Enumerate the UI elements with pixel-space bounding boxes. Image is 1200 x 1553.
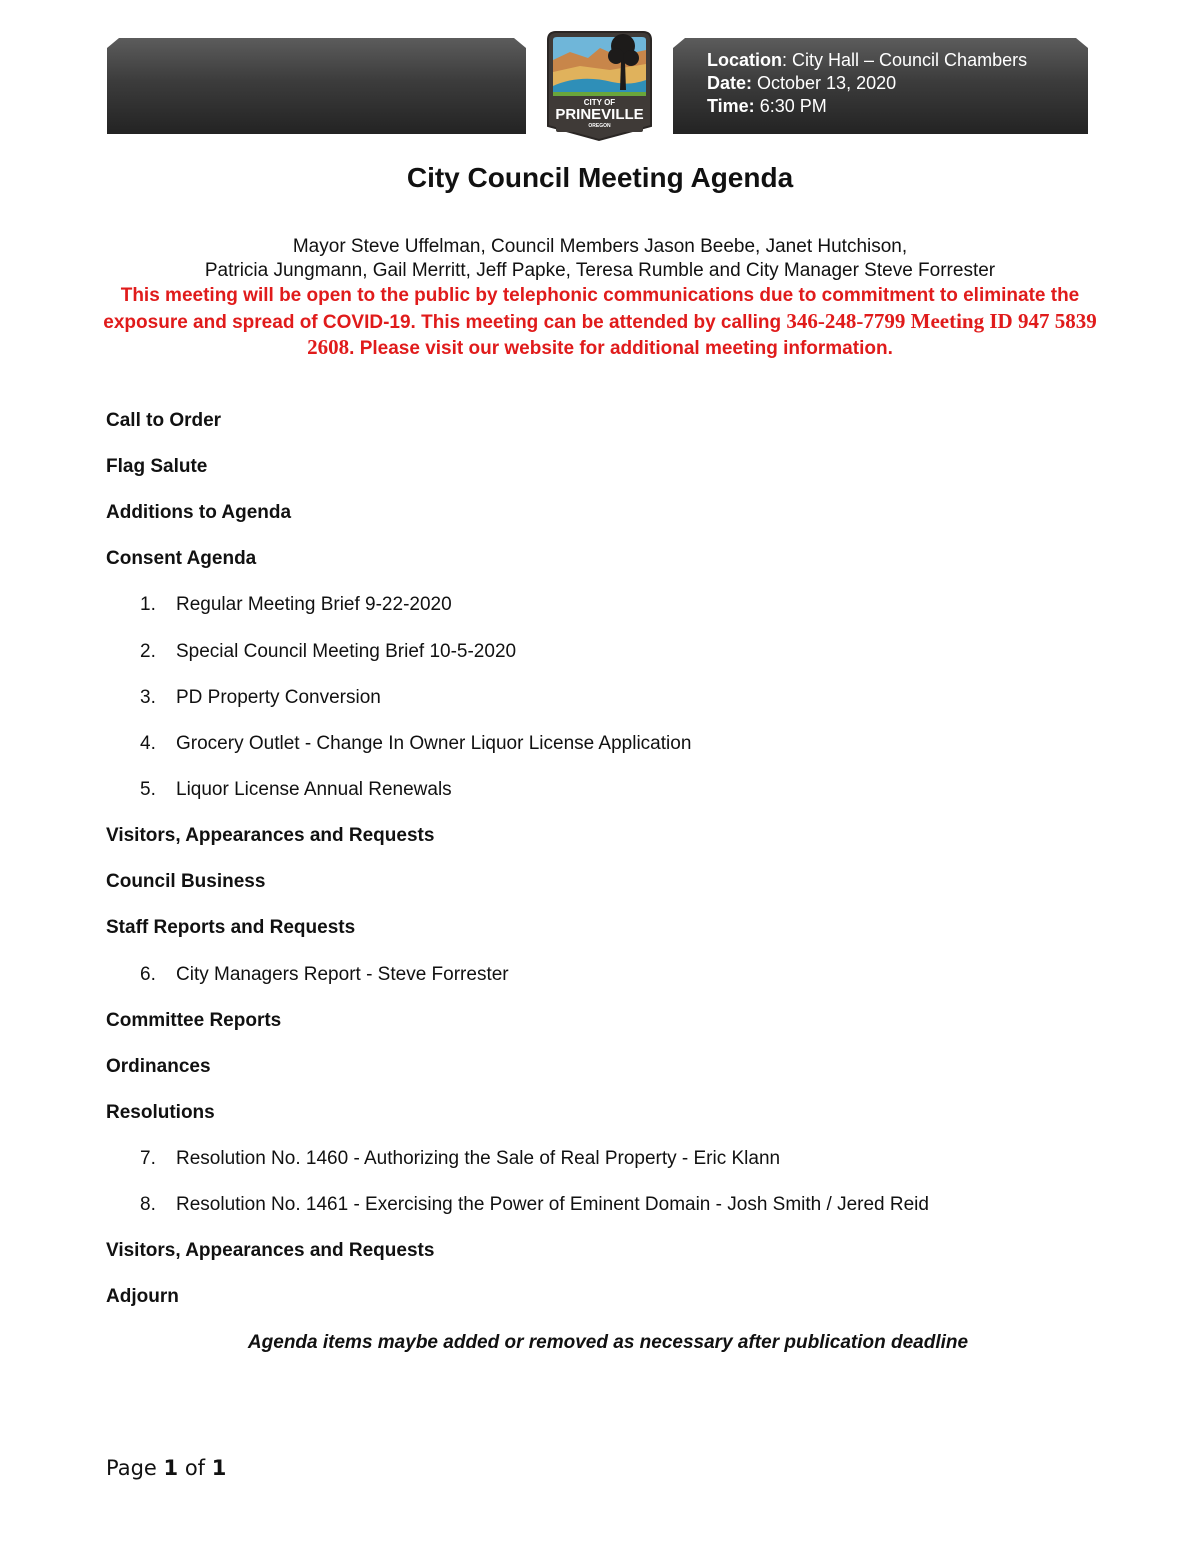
page-title: City Council Meeting Agenda	[406, 162, 794, 193]
members-line1: Mayor Steve Uffelman, Council Members Jason Beebe, Janet Hutchison,	[292, 236, 908, 257]
section-council-business: Council Business	[106, 871, 266, 892]
item-label: Grocery Outlet - Change In Owner Liquor License Application	[176, 733, 692, 754]
section-staff-reports: Staff Reports and Requests	[106, 917, 356, 938]
location-label: Location	[707, 50, 782, 70]
logo-line3: OREGON	[588, 123, 611, 129]
item-label: Liquor License Annual Renewals	[176, 779, 452, 800]
section-consent-agenda: Consent Agenda	[106, 548, 257, 569]
agenda-item-8	[140, 1194, 929, 1216]
date-line	[707, 72, 1027, 95]
section-committee-reports: Committee Reports	[106, 1010, 282, 1031]
section-ordinances: Ordinances	[106, 1056, 211, 1077]
section-additions: Additions to Agenda	[106, 502, 292, 523]
page-of: of	[178, 1456, 212, 1480]
section-resolutions: Resolutions	[106, 1102, 215, 1123]
time-value: 6:30 PM	[754, 96, 827, 116]
time-line	[707, 95, 1027, 118]
agenda-item-1	[140, 594, 452, 616]
agenda-item-4	[140, 733, 691, 755]
page-number	[106, 1456, 226, 1480]
section-call-to-order: Call to Order	[106, 410, 222, 431]
page-total: 1	[211, 1456, 227, 1480]
meeting-info	[707, 49, 1027, 118]
date-value: October 13, 2020	[752, 73, 897, 93]
section-visitors-2: Visitors, Appearances and Requests	[106, 1240, 435, 1261]
item-number: 4.	[140, 733, 156, 754]
council-members	[0, 235, 1200, 283]
item-label: Regular Meeting Brief 9-22-2020	[176, 594, 452, 615]
item-number: 8.	[140, 1194, 156, 1215]
section-adjourn: Adjourn	[106, 1286, 179, 1307]
agenda-item-6	[140, 964, 509, 986]
item-label: Special Council Meeting Brief 10-5-2020	[176, 641, 517, 662]
item-number: 1.	[140, 594, 156, 615]
header-banner-left	[107, 38, 526, 134]
item-label: City Managers Report - Steve Forrester	[176, 964, 509, 985]
time-label: Time:	[707, 96, 755, 116]
section-flag-salute: Flag Salute	[106, 456, 208, 477]
notice-part2: . Please visit our website for additional meeting information.	[349, 338, 893, 359]
page-current: 1	[163, 1456, 179, 1480]
page-prefix: Page	[106, 1456, 164, 1480]
location-line	[707, 49, 1027, 72]
agenda-footnote: Agenda items maybe added or removed as necessary after publication deadline	[247, 1332, 969, 1353]
agenda-item-2	[140, 641, 516, 663]
item-number: 3.	[140, 687, 156, 708]
section-visitors-1: Visitors, Appearances and Requests	[106, 825, 435, 846]
date-label: Date:	[707, 73, 753, 93]
agenda-item-5	[140, 779, 452, 801]
location-value: : City Hall – Council Chambers	[782, 50, 1028, 70]
item-number: 5.	[140, 779, 156, 800]
item-number: 7.	[140, 1148, 156, 1169]
agenda-item-7	[140, 1148, 780, 1170]
item-label: Resolution No. 1460 - Authorizing the Sale of Real Property - Eric Klann	[176, 1148, 781, 1169]
item-label: Resolution No. 1461 - Exercising the Power of Eminent Domain - Josh Smith / Jered Reid	[176, 1194, 929, 1215]
notice-part1: This meeting will be open to the public by telephonic communications due to commitment to eliminate the exposure and spread of COVID-19. This meeting can be attended by calling	[103, 285, 1080, 333]
logo-line1: CITY OF	[583, 98, 616, 107]
logo-line2: PRINEVILLE	[555, 106, 644, 123]
item-number: 6.	[140, 964, 156, 985]
item-label: PD Property Conversion	[176, 687, 381, 708]
members-line2: Patricia Jungmann, Gail Merritt, Jeff Papke, Teresa Rumble and City Manager Steve Forrester	[204, 260, 996, 281]
covid-notice	[100, 284, 1100, 362]
agenda-item-3	[140, 687, 381, 709]
logo-text	[540, 98, 659, 130]
item-number: 2.	[140, 641, 156, 662]
notice-phone: 346-248-7799 Meeting ID 947 5839 2608	[307, 308, 1097, 359]
